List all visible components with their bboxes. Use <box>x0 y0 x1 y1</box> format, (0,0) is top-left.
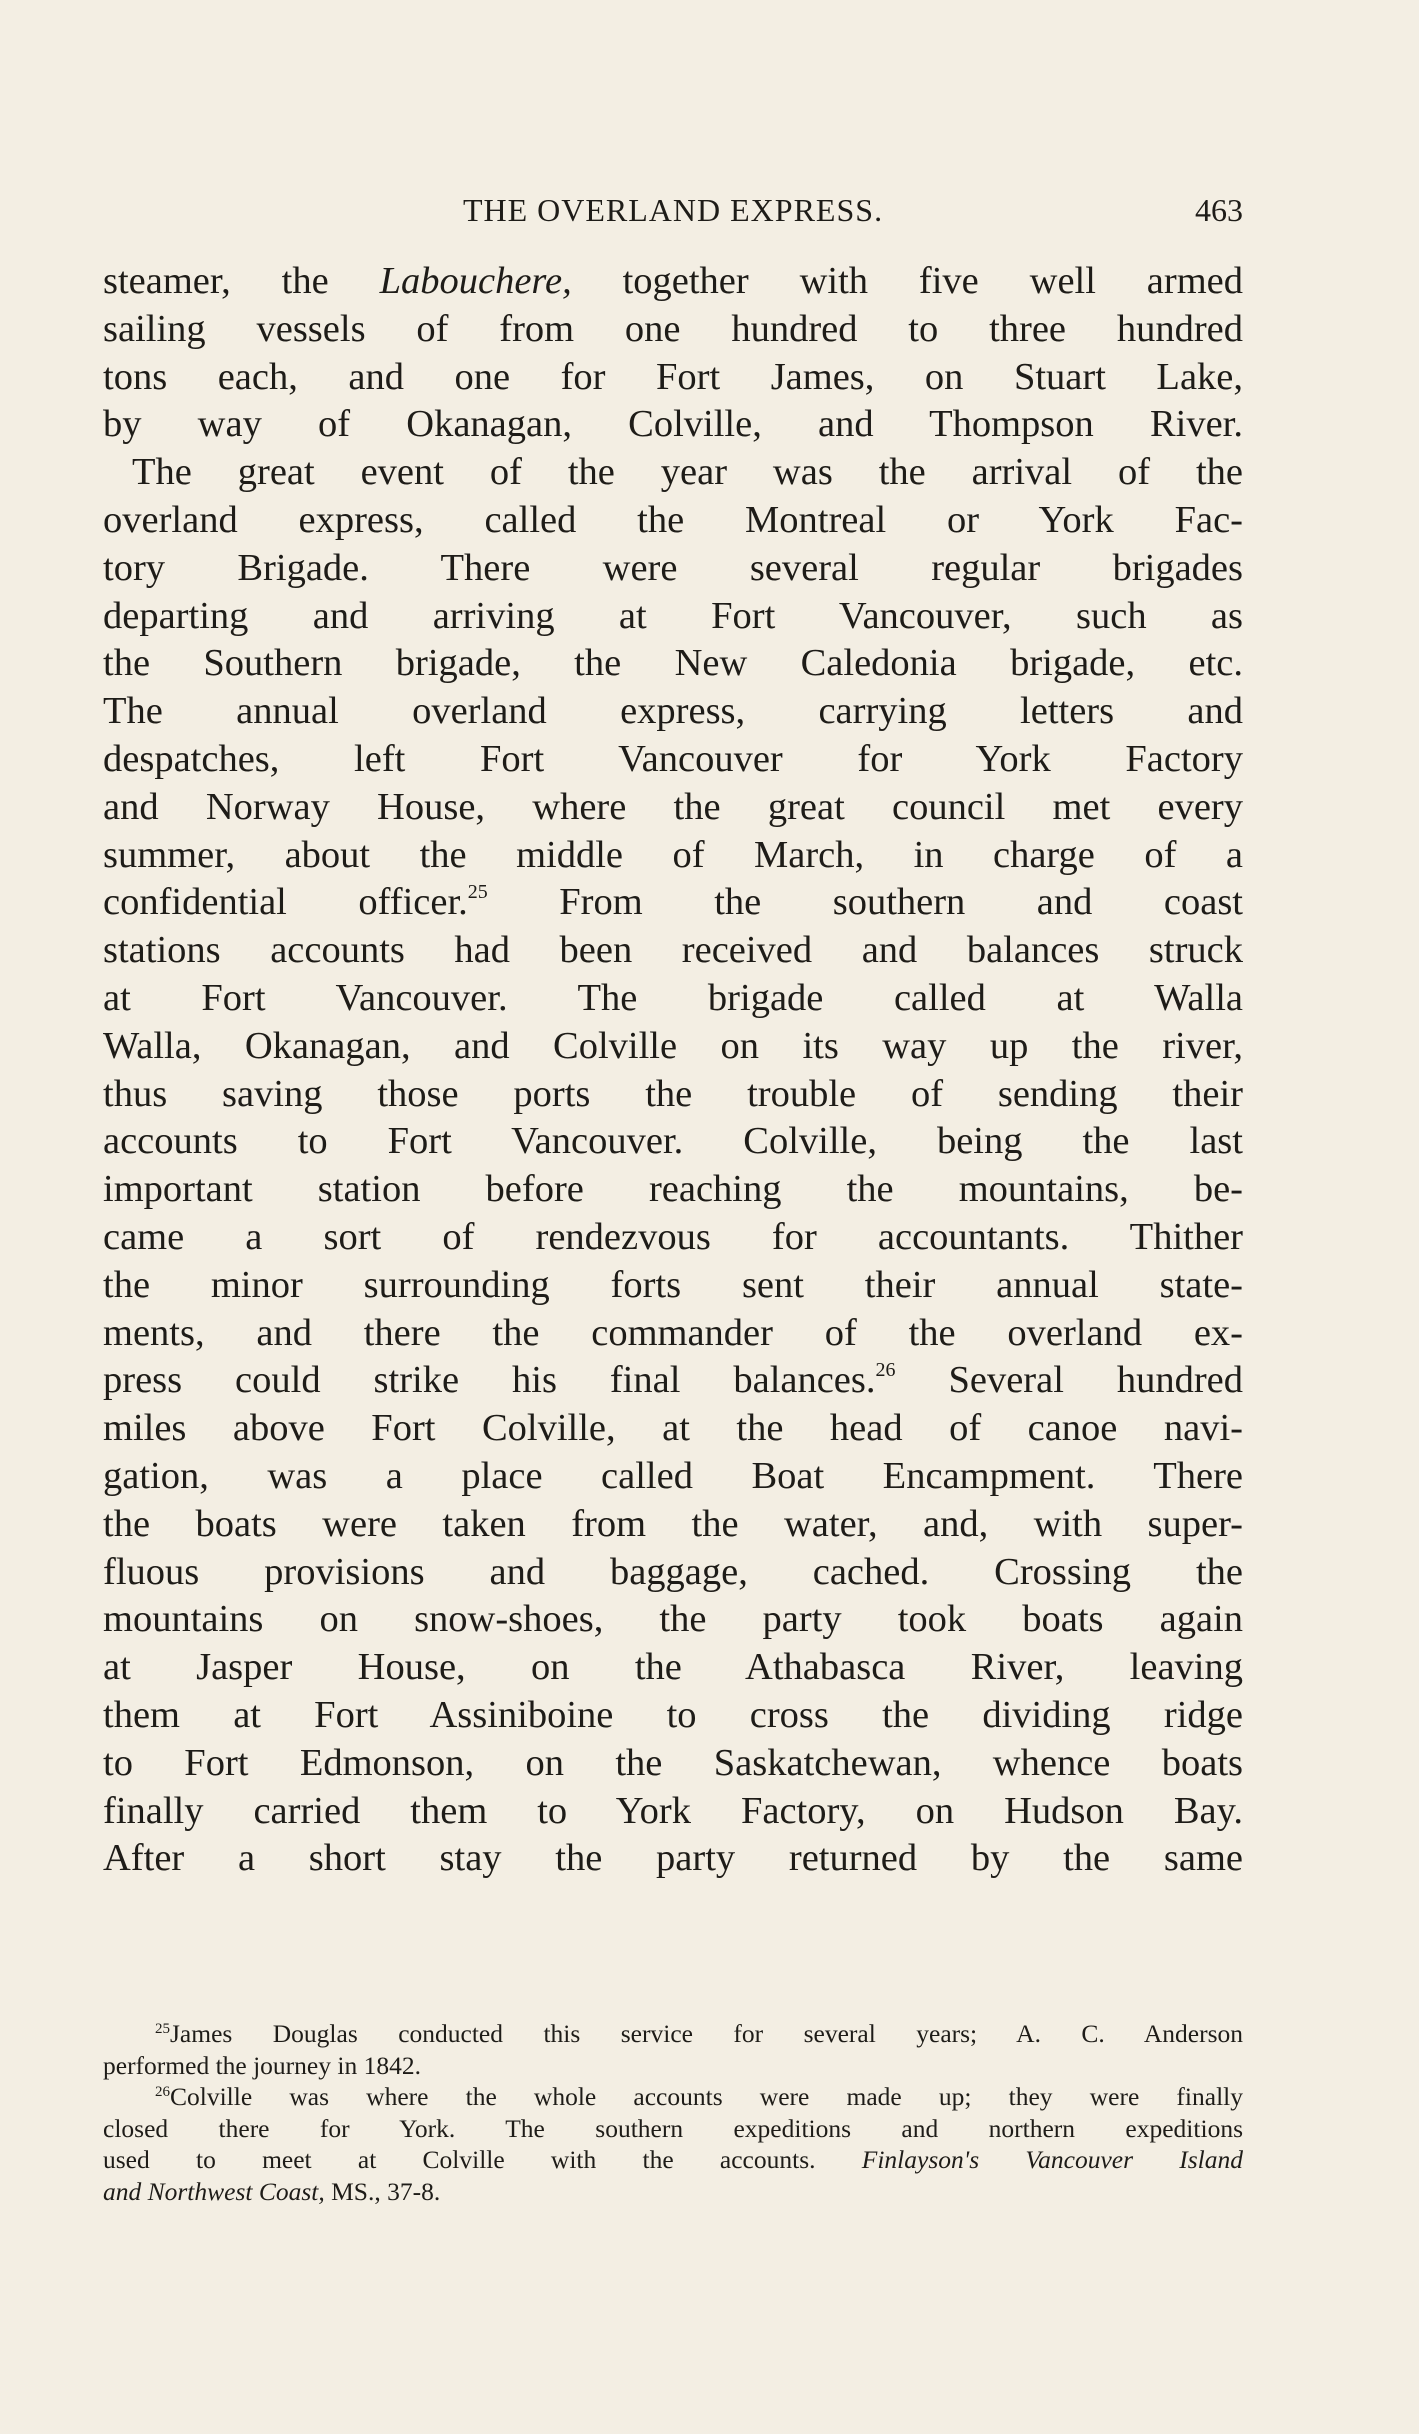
footnote-26-line <box>103 2176 1243 2208</box>
footnote-text: MS., 37-8. <box>324 2176 441 2206</box>
text-line: overland express, called the Montreal or York Fac- <box>103 498 1243 541</box>
text-line <box>103 258 1243 306</box>
footnote-ref-25[interactable]: 25 <box>467 881 488 904</box>
text-line: the boats were taken from the water, and, with super- <box>103 1502 1243 1545</box>
footnote-25-line: performed the journey in 1842. <box>103 2050 421 2080</box>
text-run: together with five well armed <box>571 260 1243 302</box>
text-line: at Jasper House, on the Athabasca River, leaving <box>103 1646 1243 1689</box>
text-line <box>103 879 1243 927</box>
text-line: despatches, left Fort Vancouver for York Factory <box>103 737 1243 780</box>
text-line: gation, was a place called Boat Encampment. There <box>103 1454 1243 1497</box>
text-line: summer, about the middle of March, in charge of a <box>103 833 1243 876</box>
text-run: Several hundred <box>895 1359 1243 1402</box>
text-line: them at Fort Assiniboine to cross the dividing ridge <box>103 1693 1243 1736</box>
text-line: fluous provisions and baggage, cached. Crossing the <box>103 1550 1243 1593</box>
text-line: the minor surrounding forts sent their annual state- <box>103 1263 1243 1306</box>
text-line: finally carried them to York Factory, on Hudson Bay. <box>103 1789 1243 1832</box>
text-line: Walla, Okanagan, and Colville on its way up the river, <box>103 1024 1243 1067</box>
footnote-text: James Douglas conducted this service for several years; A. C. Anderson <box>170 2019 1243 2048</box>
text-line: came a sort of rendezvous for accountants. Thither <box>103 1215 1243 1258</box>
text-line: important station before reaching the mountains, be- <box>103 1168 1243 1211</box>
body-text <box>103 258 1243 1883</box>
ship-name: Labouchere, <box>379 260 572 302</box>
text-line: The great event of the year was the arrival of the <box>132 451 1243 494</box>
text-run: From the southern and coast <box>487 881 1243 924</box>
citation-title: and Northwest Coast, <box>103 2176 325 2206</box>
footnotes <box>103 2018 1243 2207</box>
running-head <box>103 185 1243 235</box>
text-line: stations accounts had been received and balances struck <box>103 929 1243 972</box>
text-run: confidential officer. <box>103 881 468 924</box>
text-line: mountains on snow-shoes, the party took boats again <box>103 1598 1243 1641</box>
footnote-26-line <box>103 2144 1243 2176</box>
footnote-25-line <box>103 2018 1243 2050</box>
text-line: tons each, and one for Fort James, on Stuart Lake, <box>103 355 1243 398</box>
text-line: ments, and there the commander of the overland ex- <box>103 1311 1243 1354</box>
text-run: steamer, the <box>103 260 380 302</box>
footnote-ref-26[interactable]: 26 <box>875 1359 896 1382</box>
text-line: miles above Fort Colville, at the head of canoe navi- <box>103 1407 1243 1450</box>
running-title: THE OVERLAND EXPRESS. <box>462 192 884 228</box>
text-run: press could strike his final balances. <box>103 1359 876 1402</box>
footnote-26-line: closed there for York. The southern expeditions and northern expeditions <box>103 2113 1243 2143</box>
page-number: 463 <box>1195 192 1243 228</box>
footnote-26-line <box>103 2081 1243 2113</box>
citation-title: Finlayson's Vancouver Island <box>861 2145 1243 2174</box>
footnote-text: used to meet at Colville with the accounts. <box>103 2145 862 2174</box>
text-line: After a short stay the party returned by the same <box>103 1837 1243 1880</box>
text-line: to Fort Edmonson, on the Saskatchewan, whence boats <box>103 1741 1243 1784</box>
text-line: sailing vessels of from one hundred to three hundred <box>103 307 1243 350</box>
text-line: The annual overland express, carrying letters and <box>103 690 1243 733</box>
text-line <box>103 1357 1243 1405</box>
footnote-mark-25: 25 <box>155 2021 170 2037</box>
text-line: the Southern brigade, the New Caledonia brigade, etc. <box>103 642 1243 685</box>
footnote-mark-26: 26 <box>155 2084 170 2100</box>
text-line: by way of Okanagan, Colville, and Thompson River. <box>103 403 1243 446</box>
text-line: and Norway House, where the great council met every <box>103 785 1243 828</box>
text-line: at Fort Vancouver. The brigade called at Walla <box>103 976 1243 1019</box>
text-line: accounts to Fort Vancouver. Colville, being the last <box>103 1120 1243 1163</box>
text-line: tory Brigade. There were several regular brigades <box>103 546 1243 589</box>
text-line: departing and arriving at Fort Vancouver, such as <box>103 594 1243 637</box>
footnote-text: Colville was where the whole accounts were made up; they were finally <box>170 2082 1243 2111</box>
text-line: thus saving those ports the trouble of sending their <box>103 1072 1243 1115</box>
